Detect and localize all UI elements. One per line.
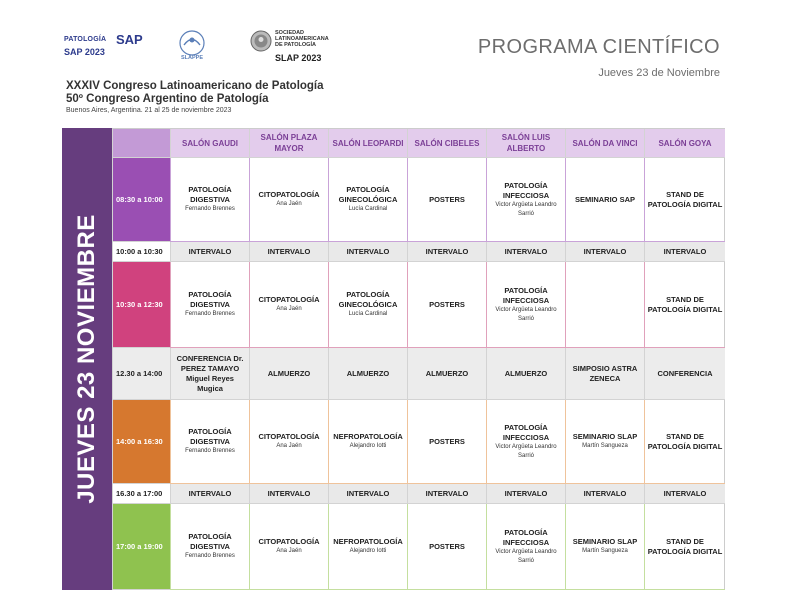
- session-cell: [170, 262, 249, 348]
- time-slot: [112, 400, 170, 484]
- session-cell: [407, 242, 486, 262]
- session-title: INTERVALO: [425, 488, 469, 498]
- session-title: INTERVALO: [346, 246, 390, 256]
- congress-title-argentine: 50º Congreso Argentino de Patología: [66, 93, 269, 105]
- column-header-label: SALÓN LEOPARDI: [332, 138, 404, 148]
- slap-logo-year: SLAP 2023: [275, 53, 322, 63]
- session-cell: [170, 504, 249, 590]
- session-speaker: Lucía Cardinal: [348, 311, 388, 317]
- time-slot: [112, 262, 170, 348]
- session-cell: [407, 348, 486, 400]
- session-title: CITOPATOLOGÍA: [258, 432, 320, 441]
- session-cell: [170, 400, 249, 484]
- session-cell: [407, 262, 486, 348]
- session-cell: [565, 484, 644, 504]
- session-cell: [407, 158, 486, 242]
- session-title: CONFERENCIA: [657, 368, 713, 378]
- day-band-label: JUEVES 23 NOVIEMBRE: [73, 214, 100, 504]
- column-header-label: SALÓN DA VINCI: [572, 138, 638, 148]
- session-cell: [249, 400, 328, 484]
- session-title: NEFROPATOLOGÍA: [333, 432, 403, 441]
- time-slot-label: 14:00 a 16:30: [116, 436, 163, 446]
- session-title: POSTERS: [429, 436, 465, 446]
- session-title: INTERVALO: [346, 488, 390, 498]
- time-slot-label: 12.30 a 14:00: [116, 368, 163, 378]
- session-title: INTERVALO: [504, 488, 548, 498]
- time-slot: [112, 348, 170, 400]
- session-cell: [407, 504, 486, 590]
- session-cell: [644, 158, 725, 242]
- session-speaker: Alejandro Iotti: [349, 548, 387, 554]
- session-cell: [249, 262, 328, 348]
- session-cell: [407, 484, 486, 504]
- session-speaker: Ana Jaén: [276, 201, 302, 207]
- session-cell: [644, 348, 725, 400]
- session-title: PATOLOGÍA DIGESTIVA: [188, 427, 232, 446]
- session-speaker: Martín Sangueza: [582, 548, 628, 554]
- session-speaker: Alejandro Iotti: [349, 443, 387, 449]
- session-title: PATOLOGÍA GINECOLÓGICA: [338, 290, 398, 309]
- session-cell: [328, 242, 407, 262]
- session-speaker: Fernando Brennes: [185, 206, 235, 212]
- session-cell: [328, 158, 407, 242]
- time-slot-label: 10:00 a 10:30: [116, 246, 163, 256]
- session-cell: [249, 504, 328, 590]
- header-corner: [112, 129, 170, 158]
- column-header-label: SALÓN GOYA: [658, 138, 712, 148]
- session-speaker: Lucía Cardinal: [348, 206, 388, 212]
- schedule-table: [112, 128, 725, 590]
- session-title: ALMUERZO: [267, 368, 311, 378]
- column-header: [486, 129, 565, 158]
- session-title: INTERVALO: [267, 488, 311, 498]
- session-title: CONFERENCIA Dr. PEREZ TAMAYO Miguel Reyes Mugica: [176, 353, 244, 393]
- session-cell: [486, 348, 565, 400]
- slappe-logo-text: SLAPPE: [180, 55, 204, 61]
- session-title: SEMINARIO SAP: [574, 194, 635, 204]
- session-title: INTERVALO: [504, 246, 548, 256]
- slap-2023-logo: [250, 28, 340, 64]
- session-speaker: Ana Jaén: [276, 443, 302, 449]
- time-slot-label: 08:30 a 10:00: [116, 194, 163, 204]
- session-cell: [565, 400, 644, 484]
- session-speaker: Ana Jaén: [276, 306, 302, 312]
- session-title: SIMPOSIO ASTRA ZENECA: [572, 363, 638, 383]
- session-title: STAND DE PATOLOGÍA DIGITAL: [647, 431, 723, 451]
- session-title: PATOLOGÍA INFECCIOSA: [502, 527, 550, 547]
- session-title: ALMUERZO: [504, 368, 548, 378]
- session-cell: [249, 242, 328, 262]
- session-cell: [328, 400, 407, 484]
- session-title: INTERVALO: [583, 488, 627, 498]
- time-slot-label: 10:30 a 12:30: [116, 299, 163, 309]
- session-title: STAND DE PATOLOGÍA DIGITAL: [647, 189, 723, 209]
- session-title: PATOLOGÍA INFECCIOSA: [502, 422, 550, 442]
- session-cell: [486, 484, 565, 504]
- session-cell: [565, 504, 644, 590]
- session-cell: [170, 484, 249, 504]
- session-title: PATOLOGÍA GINECOLÓGICA: [338, 185, 398, 204]
- column-header: [249, 129, 328, 158]
- session-title: PATOLOGÍA DIGESTIVA: [188, 532, 232, 551]
- session-title: INTERVALO: [663, 246, 707, 256]
- session-cell: [565, 242, 644, 262]
- session-speaker: Fernando Brennes: [185, 553, 235, 559]
- session-cell: [644, 262, 725, 348]
- session-cell: [407, 400, 486, 484]
- session-title: STAND DE PATOLOGÍA DIGITAL: [647, 536, 723, 556]
- session-title: PATOLOGÍA INFECCIOSA: [502, 180, 550, 200]
- slappe-logo: [175, 28, 209, 62]
- time-slot: [112, 242, 170, 262]
- session-title: INTERVALO: [425, 246, 469, 256]
- session-speaker: Fernando Brennes: [185, 311, 235, 317]
- session-cell: [249, 348, 328, 400]
- session-title: INTERVALO: [663, 488, 707, 498]
- time-slot: [112, 504, 170, 590]
- session-cell: [328, 348, 407, 400]
- column-header: [407, 129, 486, 158]
- column-header-label: SALÓN GAUDI: [182, 138, 238, 148]
- congress-info: [66, 80, 324, 116]
- session-title: SEMINARIO SLAP: [572, 537, 638, 546]
- session-title: POSTERS: [429, 194, 465, 204]
- session-speaker: Victor Argüeta Leandro Sarrió: [495, 306, 557, 322]
- session-cell: [644, 484, 725, 504]
- time-slot: [112, 158, 170, 242]
- session-title: NEFROPATOLOGÍA: [333, 537, 403, 546]
- session-cell: [644, 400, 725, 484]
- session-cell: [565, 158, 644, 242]
- page-title: PROGRAMA CIENTÍFICO: [477, 36, 720, 58]
- session-title: PATOLOGÍA DIGESTIVA: [188, 290, 232, 309]
- session-speaker: Martín Sangueza: [582, 443, 628, 449]
- session-speaker: Victor Argüeta Leandro Sarrió: [495, 548, 557, 564]
- sponsor-logos: [64, 28, 344, 64]
- column-header: [565, 129, 644, 158]
- session-title: CITOPATOLOGÍA: [258, 295, 320, 304]
- congress-location-dates: Buenos Aires, Argentina. 21 al 25 de noviembre 2023: [66, 107, 232, 114]
- day-band: [62, 128, 112, 590]
- sap-2023-logo: [64, 31, 149, 59]
- column-header: [328, 129, 407, 158]
- session-cell: [328, 262, 407, 348]
- slap-seal-icon: [250, 30, 272, 52]
- session-cell: [486, 242, 565, 262]
- session-title: CITOPATOLOGÍA: [258, 190, 320, 199]
- session-title: PATOLOGÍA INFECCIOSA: [502, 285, 550, 305]
- session-title: INTERVALO: [188, 488, 232, 498]
- column-header: [170, 129, 249, 158]
- sap-logo-year: SAP 2023: [64, 47, 105, 57]
- session-cell: [486, 504, 565, 590]
- session-cell: [170, 348, 249, 400]
- column-header: [644, 129, 725, 158]
- sap-logo-mark: SAP: [116, 32, 143, 47]
- session-cell: [170, 242, 249, 262]
- session-speaker: Victor Argüeta Leandro Sarrió: [495, 201, 557, 217]
- page-date: Jueves 23 de Noviembre: [598, 67, 720, 79]
- session-cell: [170, 158, 249, 242]
- time-slot-label: 16.30 a 17:00: [116, 488, 163, 498]
- session-title: POSTERS: [429, 299, 465, 309]
- session-title: ALMUERZO: [425, 368, 469, 378]
- session-cell: [249, 484, 328, 504]
- sap-logo-text: PATOLOGÍA: [64, 36, 107, 43]
- congress-title-latin: XXXIV Congreso Latinoamericano de Patología: [66, 80, 324, 92]
- slap-society-name: SOCIEDAD LATINOAMERICANA DE PATOLOGÍA: [275, 30, 329, 48]
- session-title: INTERVALO: [267, 246, 311, 256]
- session-title: INTERVALO: [188, 246, 232, 256]
- session-title: PATOLOGÍA DIGESTIVA: [188, 185, 232, 204]
- session-cell: [644, 504, 725, 590]
- session-cell: [328, 504, 407, 590]
- column-header-label: SALÓN LUIS ALBERTO: [501, 133, 551, 153]
- session-title: STAND DE PATOLOGÍA DIGITAL: [647, 294, 723, 314]
- session-cell: [486, 158, 565, 242]
- session-cell: [486, 400, 565, 484]
- session-title: INTERVALO: [583, 246, 627, 256]
- column-header-label: SALÓN PLAZA MAYOR: [260, 133, 318, 153]
- session-title: SEMINARIO SLAP: [572, 432, 638, 441]
- session-cell: [565, 262, 644, 348]
- session-title: ALMUERZO: [346, 368, 390, 378]
- session-speaker: Victor Argüeta Leandro Sarrió: [495, 443, 557, 459]
- session-cell: [486, 262, 565, 348]
- time-slot-label: 17:00 a 19:00: [116, 541, 163, 551]
- time-slot: [112, 484, 170, 504]
- session-title: CITOPATOLOGÍA: [258, 537, 320, 546]
- session-cell: [565, 348, 644, 400]
- session-cell: [249, 158, 328, 242]
- column-header-label: SALÓN CIBELES: [414, 138, 480, 148]
- session-title: POSTERS: [429, 541, 465, 551]
- session-speaker: Fernando Brennes: [185, 448, 235, 454]
- session-speaker: Ana Jaén: [276, 548, 302, 554]
- session-cell: [644, 242, 725, 262]
- session-cell: [328, 484, 407, 504]
